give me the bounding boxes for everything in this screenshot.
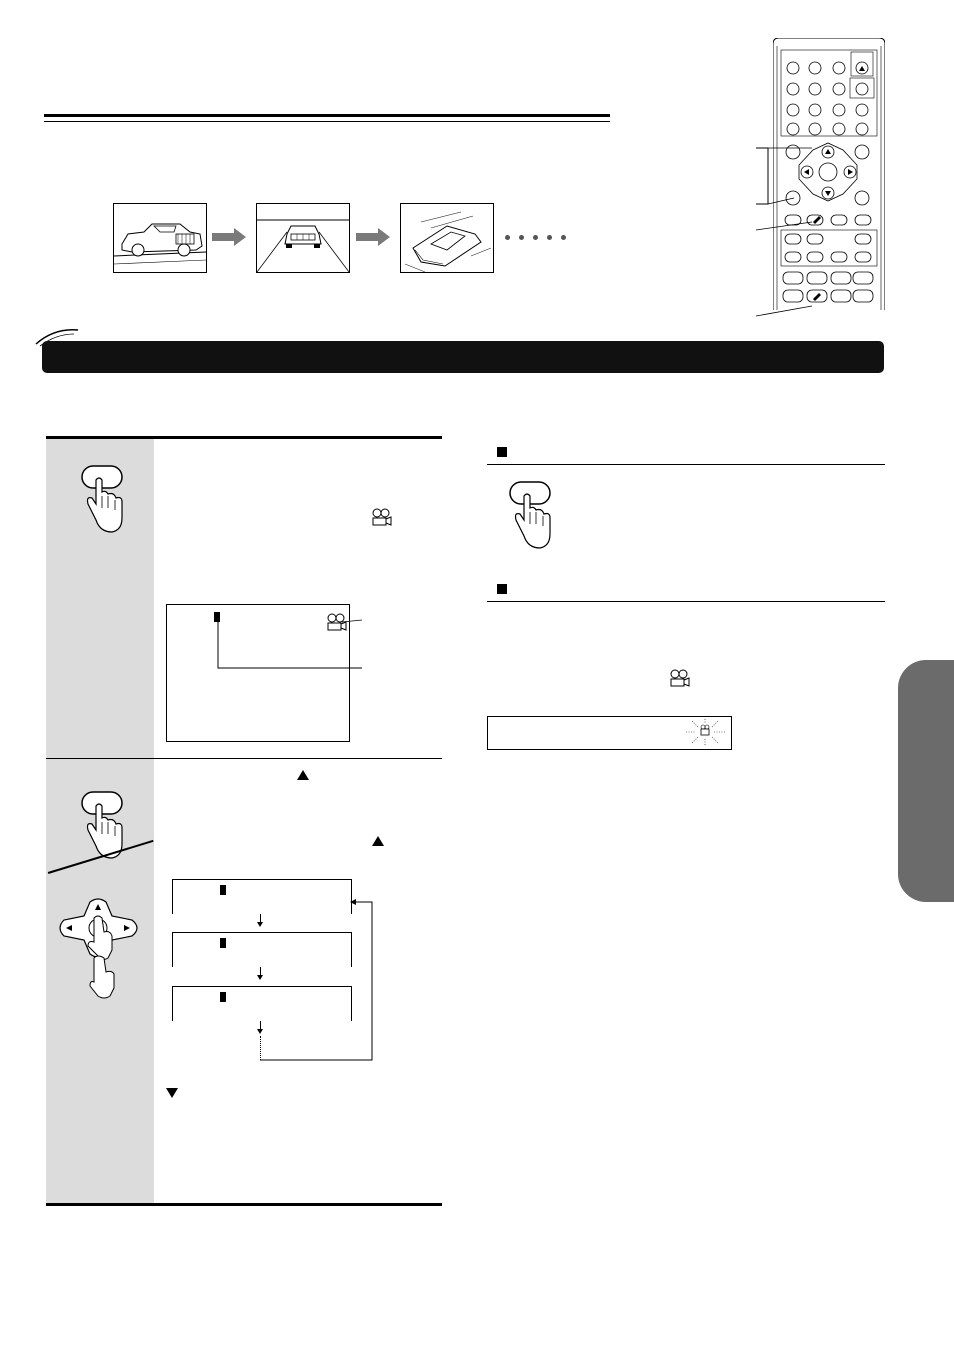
angle-number-cursor [220, 992, 226, 1002]
section-marker-square [497, 584, 507, 594]
camera-angle-icon [370, 508, 392, 526]
ellipsis-dot [547, 235, 552, 240]
chapter-side-tab [898, 660, 954, 902]
front-panel-display [487, 716, 732, 750]
section-banner [42, 341, 884, 373]
title-rule-thin [44, 121, 610, 122]
sequence-loop-back-arrow [258, 898, 376, 1064]
triangle-up-icon [297, 770, 309, 780]
ellipsis-dot [533, 235, 538, 240]
title-rule-thick [44, 114, 610, 117]
step-bottom-rule [46, 1203, 442, 1206]
hand-pressing-button-icon [506, 478, 556, 552]
ellipsis-dot [505, 235, 510, 240]
angle-frame-3 [400, 203, 494, 273]
triangle-up-icon [372, 836, 384, 846]
car-overhead-view-image [401, 204, 493, 272]
ellipsis-dot [561, 235, 566, 240]
remote-callout-lines [754, 140, 814, 320]
sequence-arrow-1 [212, 228, 246, 246]
sequence-arrow-2 [356, 228, 390, 246]
angle-number-cursor [220, 938, 226, 948]
cursor-pad-hand-icon [58, 896, 148, 1000]
screen-callout-lines [214, 614, 364, 674]
car-side-view-image [114, 204, 206, 272]
triangle-down-icon [166, 1088, 178, 1098]
hand-pressing-button-icon [78, 462, 128, 536]
angle-frame-1 [113, 203, 207, 273]
car-front-view-image [257, 204, 349, 272]
camera-angle-icon [668, 669, 690, 687]
section-rule [487, 464, 885, 465]
angle-number-cursor [220, 885, 226, 895]
ellipsis-dot [519, 235, 524, 240]
blinking-angle-indicator-icon [684, 719, 728, 747]
section-rule [487, 601, 885, 602]
angle-frame-2 [256, 203, 350, 273]
section-marker-square [497, 447, 507, 457]
